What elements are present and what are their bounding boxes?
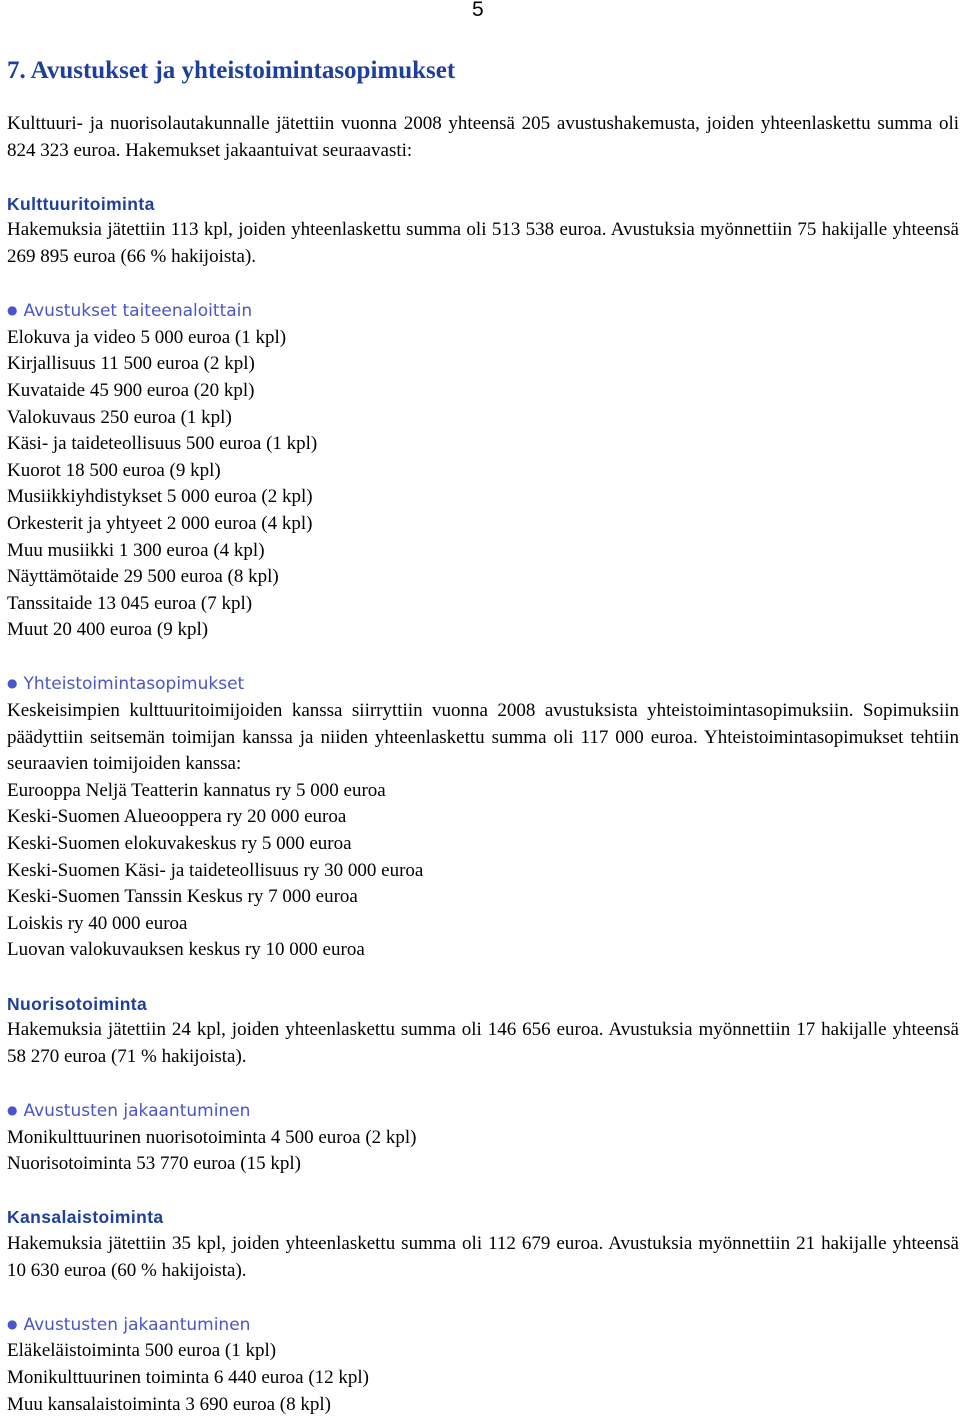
bullet-icon: ● — [7, 1103, 17, 1117]
section-title-kulttuuri: Kulttuuritoiminta — [7, 191, 959, 218]
list-item: Kuorot 18 500 euroa (9 kpl) — [7, 458, 959, 485]
list-item: Monikulttuurinen nuorisotoiminta 4 500 euroa (2 kpl) — [7, 1125, 959, 1152]
kulttuuri-paragraph: Hakemuksia jätettiin 113 kpl, joiden yhteenlaskettu summa oli 513 538 euroa. Avustuksia myönnettiin 75 hakijalle yhteensä 269 895 euroa (66 % hakijoista). — [7, 217, 959, 270]
list-item: Loiskis ry 40 000 euroa — [7, 911, 959, 938]
subsection-nuoriso-jakautuminen — [7, 1097, 959, 1125]
intro-paragraph: Kulttuuri- ja nuorisolautakunnalle jätettiin vuonna 2008 yhteensä 205 avustushakemusta, joiden yhteenlaskettu summa oli 824 323 euroa. Hakemukset jakaantuivat seuraavasti: — [7, 111, 959, 164]
bullet-icon: ● — [7, 676, 17, 690]
list-item: Keski-Suomen Tanssin Keskus ry 7 000 euroa — [7, 884, 959, 911]
yhteistoiminta-paragraph: Keskeisimpien kulttuuritoimijoiden kanssa siirryttiin vuonna 2008 avustuksista yhteistoimintasopimuksiin. Sopimuksiin päädyttiin seitsemän toimijan kanssa ja niiden yhteenlaskettu summa oli 117 000 euroa. Yhteistoimintasopimukset tehtiin seuraavien toimijoiden kanssa: — [7, 698, 959, 778]
list-item: Eläkeläistoiminta 500 euroa (1 kpl) — [7, 1338, 959, 1365]
list-item: Näyttämötaide 29 500 euroa (8 kpl) — [7, 564, 959, 591]
list-item: Kuvataide 45 900 euroa (20 kpl) — [7, 378, 959, 405]
subsection-title: Avustukset taiteenaloittain — [23, 301, 252, 321]
list-item: Valokuvaus 250 euroa (1 kpl) — [7, 405, 959, 432]
subsection-title: Yhteistoimintasopimukset — [23, 674, 244, 694]
list-item: Orkesterit ja yhtyeet 2 000 euroa (4 kpl) — [7, 511, 959, 538]
subsection-title: Avustusten jakaantuminen — [23, 1315, 250, 1335]
nuoriso-paragraph: Hakemuksia jätettiin 24 kpl, joiden yhteenlaskettu summa oli 146 656 euroa. Avustuksia myönnettiin 17 hakijalle yhteensä 58 270 euroa (71 % hakijoista). — [7, 1017, 959, 1070]
list-item: Luovan valokuvauksen keskus ry 10 000 euroa — [7, 937, 959, 964]
list-item: Tanssitaide 13 045 euroa (7 kpl) — [7, 591, 959, 618]
list-item: Nuorisotoiminta 53 770 euroa (15 kpl) — [7, 1151, 959, 1178]
nuoriso-list — [7, 1125, 959, 1178]
list-item: Eurooppa Neljä Teatterin kannatus ry 5 000 euroa — [7, 778, 959, 805]
taiteenala-list — [7, 325, 959, 644]
yhteistoiminta-list — [7, 778, 959, 964]
subsection-yhteistoiminta — [7, 670, 959, 698]
list-item: Musiikkiyhdistykset 5 000 euroa (2 kpl) — [7, 484, 959, 511]
page-number: 5 — [472, 0, 484, 22]
list-item: Muu musiikki 1 300 euroa (4 kpl) — [7, 538, 959, 565]
bullet-icon: ● — [7, 303, 17, 317]
subsection-taiteenaloittain — [7, 297, 959, 325]
bullet-icon: ● — [7, 1317, 17, 1331]
kansalais-paragraph: Hakemuksia jätettiin 35 kpl, joiden yhteenlaskettu summa oli 112 679 euroa. Avustuksia myönnettiin 21 hakijalle yhteensä 10 630 euroa (60 % hakijoista). — [7, 1231, 959, 1284]
list-item: Monikulttuurinen toiminta 6 440 euroa (12 kpl) — [7, 1365, 959, 1392]
list-item: Keski-Suomen Alueooppera ry 20 000 euroa — [7, 804, 959, 831]
list-item: Käsi- ja taideteollisuus 500 euroa (1 kpl) — [7, 431, 959, 458]
kansalais-list — [7, 1338, 959, 1418]
list-item: Muut 20 400 euroa (9 kpl) — [7, 617, 959, 644]
list-item: Elokuva ja video 5 000 euroa (1 kpl) — [7, 325, 959, 352]
subsection-kansalais-jakautuminen — [7, 1311, 959, 1339]
list-item: Kirjallisuus 11 500 euroa (2 kpl) — [7, 351, 959, 378]
list-item: Muu kansalaistoiminta 3 690 euroa (8 kpl) — [7, 1392, 959, 1418]
list-item: Keski-Suomen elokuvakeskus ry 5 000 euroa — [7, 831, 959, 858]
page-title: 7. Avustukset ja yhteistoimintasopimukset — [7, 56, 455, 86]
section-title-nuoriso: Nuorisotoiminta — [7, 991, 959, 1018]
subsection-title: Avustusten jakaantuminen — [23, 1101, 250, 1121]
document-body — [7, 111, 959, 1418]
section-title-kansalais: Kansalaistoiminta — [7, 1204, 959, 1231]
list-item: Keski-Suomen Käsi- ja taideteollisuus ry 30 000 euroa — [7, 858, 959, 885]
